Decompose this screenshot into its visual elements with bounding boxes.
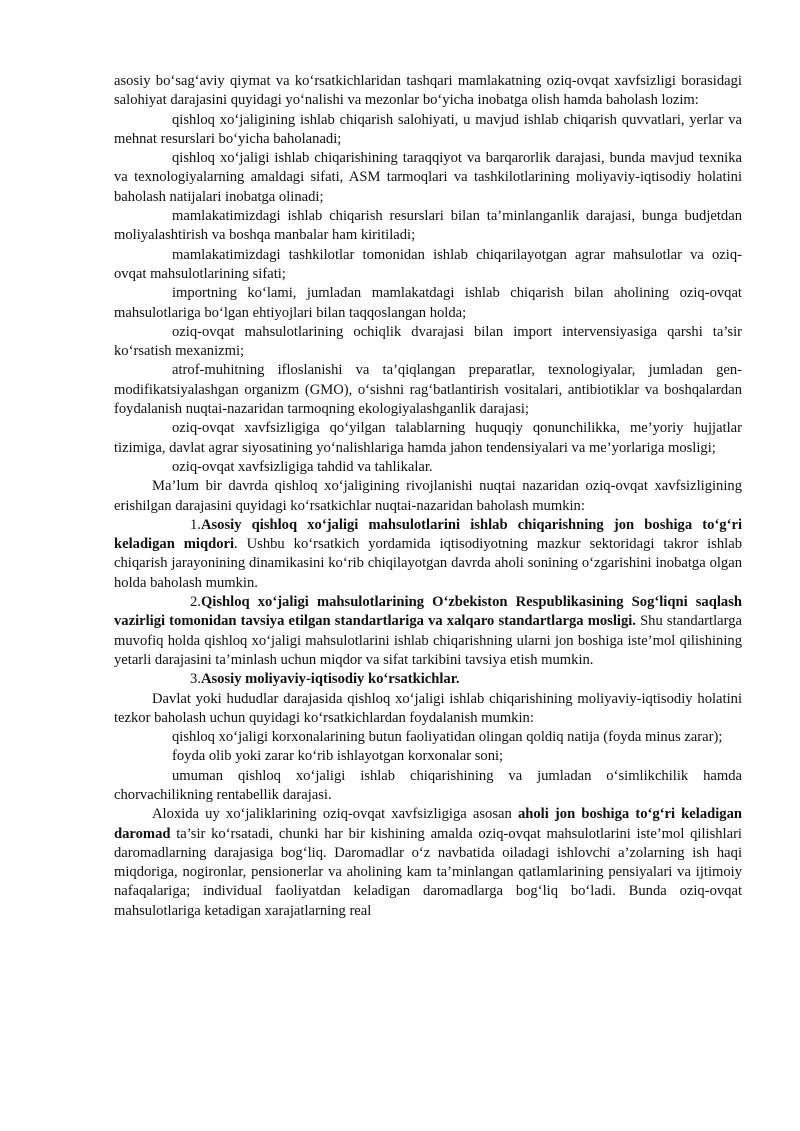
- paragraph-assessment: Ma’lum bir davrda qishloq xo‘jaligining rivojlanishi nuqtai nazaridan oziq-ovqat xavfsizligining erishilgan darajasini quyidagi ko‘rsatkichlar nuqtai-nazaridan baholash mumkin:: [114, 478, 742, 514]
- item-heading: Qishloq xo‘jaligi mahsulotlarining O‘zbekiston Respublikasining Sog‘liqni saqlash vazirligi tomonidan tavsiya etilgan standartlariga va xalqaro standartlarga mosligi.: [114, 594, 742, 630]
- item-heading: Asosiy moliyaviy-iqtisodiy ko‘rsatkichlar.: [200, 671, 460, 688]
- item-number: 2.: [190, 594, 201, 611]
- criteria-item: qishloq xo‘jaligi ishlab chiqarishining taraqqiyot va barqarorlik darajasi, bunda mavjud texnika va texnologiyalarning amaldagi sifati, ASM tarmoqlari va tashkilotlarining moliyaviy-iqtisodiy holatini baholash natijalari inobatga olinadi;: [114, 150, 742, 205]
- criteria-item: mamlakatimizdagi ishlab chiqarish resurslari bilan ta’minlanganlik darajasi, bunga budjetdan moliyalashtirish va boshqa manbalar ham kiritiladi;: [114, 208, 742, 244]
- item-heading: Asosiy qishloq xo‘jaligi mahsulotlarini ishlab chiqarishning jon boshiga to‘g‘ri keladigan miqdori: [114, 516, 742, 553]
- criteria-item: oziq-ovqat xavfsizligiga tahdid va tahlikalar.: [172, 458, 433, 475]
- numbered-item-2: [114, 593, 742, 670]
- criteria-item: oziq-ovqat mahsulotlarining ochiqlik dvarajasi bilan import intervensiyasiga qarshi ta’sir ko‘rsatish mexanizmi;: [114, 323, 742, 360]
- numbered-item-1: [114, 516, 742, 593]
- paragraph-intro: asosiy bo‘sag‘aviy qiymat va ko‘rsatkichlaridan tashqari mamlakatning oziq-ovqat xavfsizligi borasidagi salohiyat darajasini quyidagi yo‘nalishi va mezonlar bo‘yicha inobatga olish hamda baholash lozim:: [114, 73, 742, 109]
- paragraph-financial: Davlat yoki hududlar darajasida qishloq xo‘jaligi ishlab chiqarishining moliyaviy-iqtisodiy holatini tezkor baholash uchun quyidagi ko‘rsatkichlardan foydalanish mumkin:: [114, 690, 742, 726]
- indicator-item: qishloq xo‘jaligi korxonalarining butun faoliyatidan olingan qoldiq natija (foyda minus zarar);: [172, 729, 723, 746]
- text-span: ta’sir ko‘rsatadi, chunki har bir kishining amalda oziq-ovqat mahsulotlarini iste’mol qilishlari daromadlarning darajasiga bog‘liq. Daromadlar o‘z navbatida oiladagi ishlovchi a’zolarning ish haqi miqdoriga, nogironlar, pensionerlar va aholining kam ta’minlangan qatlamlarining pensiyalari va ijtimoiy nafaqalariga; individual faoliyatdan keladigan daromadlarga bog‘liq bo‘ladi. Bunda oziq-ovqat mahsulotlariga ketadigan xarajatlarning real: [114, 825, 742, 919]
- text-span: Aloxida uy xo‘jaliklarining oziq-ovqat xavfsizligiga asosan: [152, 806, 518, 823]
- criteria-item: importning ko‘lami, jumladan mamlakatdagi ishlab chiqarish bilan aholining oziq-ovqat mahsulotlariga bo‘lgan ehtiyojlari bilan taqqoslangan holda;: [114, 285, 742, 321]
- criteria-item: qishloq xo‘jaligining ishlab chiqarish salohiyati, u mavjud ishlab chiqarish quvvatlari, yerlar va mehnat resurslari bo‘yicha baholanadi;: [114, 111, 742, 147]
- item-number: 1.: [190, 516, 201, 533]
- item-text: Shu standartlarga muvofiq holda qishloq xo‘jaligi mahsulotlarini ishlab chiqarishning ularni jon boshiga iste’mol qilishining yetarli darajasini ta’minlash uchun miqdor va sifat tarkibini tavsiya etish mumkin.: [114, 613, 742, 668]
- indicator-item: umuman qishloq xo‘jaligi ishlab chiqarishining va jumladan o‘simlikchilik hamda chorvachilikning rentabellik darajasi.: [114, 767, 742, 803]
- paragraph-income: [114, 805, 742, 921]
- numbered-item-3: [114, 670, 742, 689]
- criteria-item: oziq-ovqat xavfsizligiga qo‘yilgan talablarning huquqiy qonunchilikka, me’yoriy hujjatlar tizimiga, davlat agrar siyosatining yo‘nalishlariga hamda jahon tendensiyalari va me’yorlariga mosligi;: [114, 420, 742, 456]
- item-number: 3.: [190, 671, 201, 688]
- criteria-item: atrof-muhitning ifloslanishi va ta’qiqlangan preparatlar, texnologiyalar, jumladan gen-modifikatsiyalashgan organizm (GMO), o‘sishni rag‘batlantirish vositalari, antibiotiklar va boshqalardan foydalanish nuqtai-nazaridan tarmoqning ekologiyalashganlik darajasi;: [114, 362, 742, 418]
- criteria-item: mamlakatimizdagi tashkilotlar tomonidan ishlab chiqarilayotgan agrar mahsulotlar va oziq- ovqat mahsulotlarining sifati;: [114, 246, 742, 282]
- item-text: . Ushbu ko‘rsatkich yordamida iqtisodiyotning mazkur sektoridagi takror ishlab chiqarish jarayonining dinamikasini ko‘rib chiqilayotgan davrda aholi sonining o‘zgarishini inobatga olgan holda baholash mumkin.: [114, 536, 742, 591]
- indicator-item: foyda olib yoki zarar ko‘rib ishlayotgan korxonalar soni;: [172, 748, 504, 765]
- bold-term: aholi jon boshiga to‘g‘ri keladigan daromad: [114, 806, 743, 842]
